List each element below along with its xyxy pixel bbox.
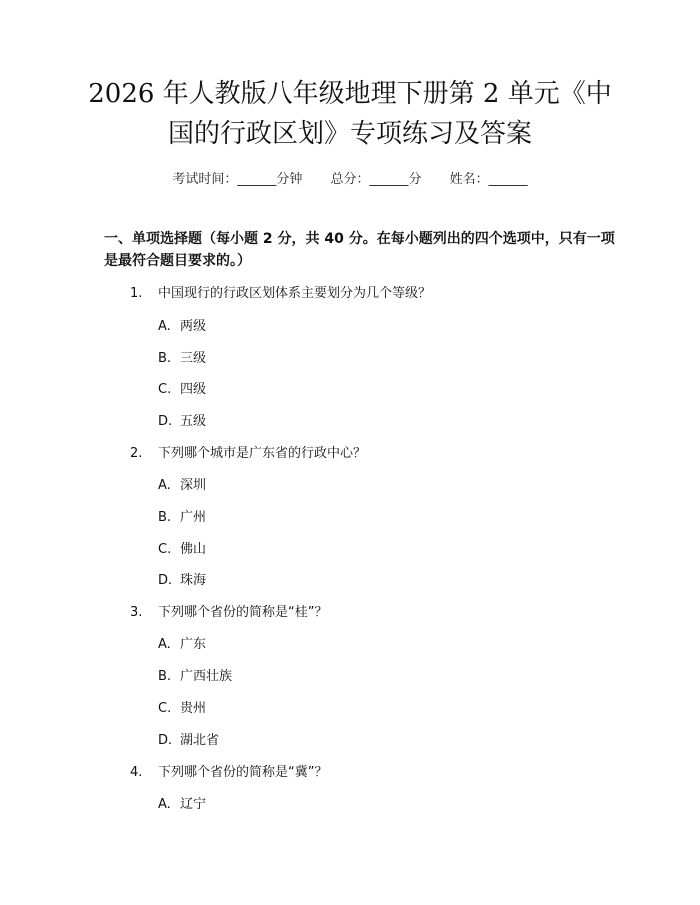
option-letter: C. (158, 701, 172, 716)
title-line-1: 2026 年人教版八年级地理下册第 2 单元《中 (88, 79, 612, 109)
option-1b (158, 347, 206, 366)
option-2a (158, 474, 206, 493)
question-text: 中国现行的行政区划体系主要划分为几个等级？ (158, 286, 432, 301)
option-text: 湖北省 (180, 733, 220, 748)
option-text: 广州 (180, 510, 207, 525)
option-text: 两级 (180, 319, 207, 334)
option-letter: C. (158, 382, 172, 397)
exam-time-label: 考试时间：______分钟 (172, 172, 303, 187)
question-number: 3. (130, 605, 143, 620)
option-letter: C. (158, 542, 172, 557)
option-2d (158, 569, 206, 588)
option-letter: D. (158, 733, 173, 748)
question-number: 1. (130, 286, 143, 301)
question-text: 下列哪个省份的简称是“桂”？ (158, 605, 328, 620)
page-title (60, 74, 640, 154)
section-heading: 一、单项选择题（每小题 2 分，共 40 分。在每小题列出的四个选项中，只有一项是最符合题目要求的。） (104, 231, 615, 269)
option-text: 三级 (180, 351, 207, 366)
option-text: 五级 (180, 414, 207, 429)
question-text: 下列哪个省份的简称是“冀”？ (158, 765, 328, 780)
question-number: 4. (130, 765, 143, 780)
option-3d (158, 729, 219, 748)
option-text: 广东 (180, 637, 207, 652)
option-text: 佛山 (180, 542, 207, 557)
option-text: 贵州 (180, 701, 207, 716)
exam-meta (0, 168, 700, 187)
option-3c (158, 697, 206, 716)
question-4 (130, 761, 327, 780)
option-3b (158, 665, 232, 684)
question-number: 2. (130, 446, 143, 461)
option-letter: A. (158, 319, 171, 334)
option-2c (158, 538, 206, 557)
option-text: 广西壮族 (180, 669, 233, 684)
option-1a (158, 315, 206, 334)
option-letter: B. (158, 669, 172, 684)
option-letter: A. (158, 797, 171, 812)
option-1c (158, 378, 206, 397)
option-4a (158, 793, 206, 812)
option-letter: B. (158, 351, 172, 366)
option-text: 辽宁 (180, 797, 207, 812)
option-letter: A. (158, 478, 171, 493)
option-text: 四级 (180, 382, 207, 397)
question-2 (130, 442, 366, 461)
title-line-2: 国的行政区划》专项练习及答案 (167, 119, 532, 149)
option-letter: B. (158, 510, 172, 525)
option-letter: D. (158, 414, 173, 429)
option-text: 珠海 (180, 573, 207, 588)
option-text: 深圳 (180, 478, 207, 493)
option-letter: D. (158, 573, 173, 588)
option-3a (158, 633, 206, 652)
name-label: 姓名：______ (449, 172, 528, 187)
question-text: 下列哪个城市是广东省的行政中心？ (158, 446, 367, 461)
question-1 (130, 282, 431, 301)
option-letter: A. (158, 637, 171, 652)
option-2b (158, 506, 206, 525)
question-3 (130, 601, 327, 620)
option-1d (158, 410, 206, 429)
total-score-label: 总分：______分 (330, 172, 422, 187)
